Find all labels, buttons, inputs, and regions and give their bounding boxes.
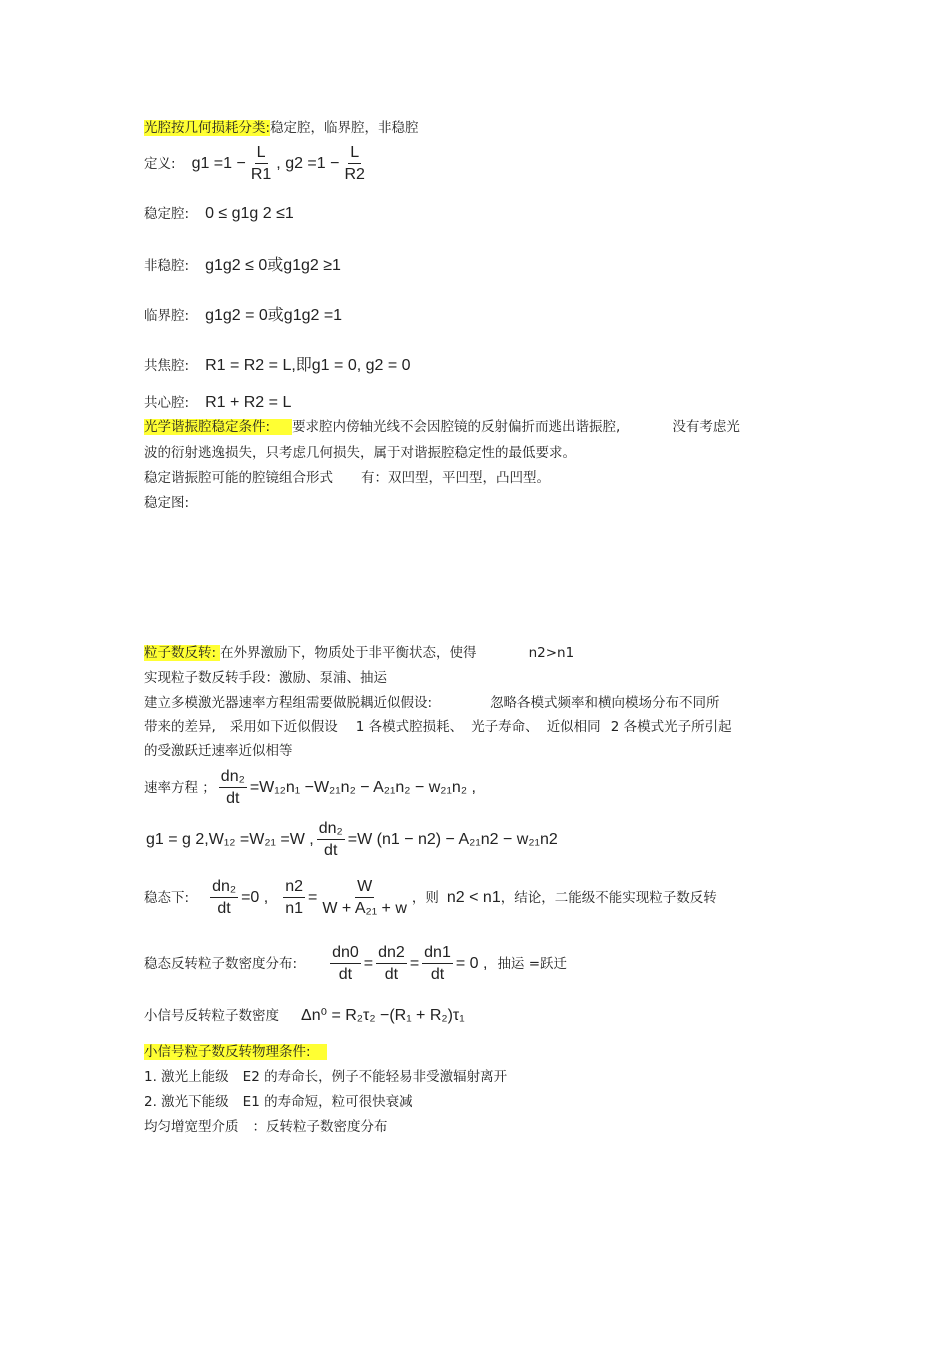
rate-eq2-numerator: dn₂ [317, 820, 345, 840]
inversion-line-2 [144, 668, 387, 688]
inversion-line-1a: 在外界激励下，物质处于非平衡状态，使得 [220, 645, 477, 661]
rate-eq2-denominator: dt [324, 842, 338, 859]
steady-f2-denominator: n1 [285, 900, 304, 917]
stability-line-1a: 要求腔内傍轴光线不会因腔镜的反射偏折而逃出谐振腔, [292, 419, 621, 435]
homogeneous-a: 均匀增宽型介质 [144, 1119, 239, 1135]
rate-denominator: dt [226, 790, 240, 807]
rate-numerator: dn₂ [219, 768, 247, 788]
confocal-line [144, 356, 411, 376]
stable-line [144, 204, 294, 224]
rate-eq2-lhs: g1 = g 2,W₁₂ =W₂₁ =W , [146, 831, 314, 848]
critical-label: 临界腔: [144, 308, 190, 324]
dist-tail-eq: = 0 , [455, 955, 488, 972]
dist-b-numerator: dn2 [376, 944, 407, 964]
condition-item-2 [144, 1092, 413, 1112]
g2-numerator: L [348, 144, 361, 164]
unstable-label: 非稳腔: [144, 258, 190, 274]
small-signal-heading-line [144, 1042, 327, 1062]
steady-state-line [144, 878, 717, 918]
g1-numerator: L [255, 144, 268, 164]
g2-denominator: R2 [344, 166, 365, 183]
inversion-line-1 [144, 643, 574, 663]
unstable-line [144, 256, 341, 276]
stability-heading: 光学谐振腔稳定条件: [144, 419, 292, 435]
steady-mid-1: =0 , [241, 889, 269, 906]
inversion-line-3b: 忽略各模式频率和横向模场分布不同所 [490, 695, 720, 711]
homogeneous-medium-line [144, 1117, 388, 1137]
rate-rhs: =W₁₂n₁ −W₂₁n₂ − A₂₁n₂ − w₂₁n₂ , [249, 779, 476, 796]
rate-equation-2-line [146, 820, 558, 860]
rate-fraction [219, 768, 247, 808]
stable-label: 稳定腔: [144, 206, 190, 222]
steady-f3-numerator: W [355, 878, 374, 898]
inversion-line-4b: 采用如下近似假设 [229, 719, 338, 735]
small-signal-line [144, 1006, 465, 1026]
steady-fraction-1 [210, 878, 238, 918]
stability-line-1b: 没有考虑光 [672, 419, 740, 435]
distribution-line [144, 944, 567, 984]
stability-figure-label: 稳定图: [144, 495, 190, 511]
small-signal-expr: Δn⁰ = R₂τ₂ −(R₁ + R₂)τ₁ [301, 1007, 465, 1024]
stability-figure-label-line [144, 493, 189, 513]
steady-f3-denominator: W + A₂₁ + w [322, 900, 407, 917]
dist-fraction-a [330, 944, 361, 984]
g2-fraction [342, 144, 366, 184]
homogeneous-b: ：反转粒子数密度分布 [252, 1119, 388, 1135]
dist-a-denominator: dt [338, 966, 353, 983]
dist-eq-sign-2: = [409, 955, 420, 972]
steady-tail-b: n2 < n1 [446, 889, 501, 906]
definition-label: 定义: [144, 156, 176, 172]
concentric-label: 共心腔: [144, 395, 190, 411]
condition-item-2a: 2. 激光下能级 [144, 1094, 229, 1110]
dist-b-denominator: dt [384, 966, 399, 983]
inversion-heading: 粒子数反转: [144, 645, 220, 661]
small-signal-label: 小信号反转粒子数密度 [144, 1008, 279, 1024]
inversion-line-3 [144, 693, 720, 713]
cavity-heading: 光腔按几何损耗分类: [144, 120, 271, 136]
cavity-heading-rest: 稳定腔，临界腔，非稳腔 [270, 120, 419, 136]
steady-f1-denominator: dt [217, 900, 231, 917]
condition-item-1 [144, 1067, 507, 1087]
steady-mid-2: = [308, 889, 318, 906]
steady-fraction-2 [283, 878, 305, 918]
critical-line [144, 306, 342, 326]
concentric-expr: R1 + R2 = L [205, 394, 292, 411]
dist-c-numerator: dn1 [422, 944, 453, 964]
distribution-label: 稳态反转粒子数密度分布: [144, 956, 298, 972]
dist-fraction-c [422, 944, 453, 984]
inversion-line-4 [144, 717, 732, 737]
condition-item-1b: E2 的寿命长，例子不能轻易非受激辐射离开 [242, 1069, 508, 1085]
inversion-line-1b: n2>n1 [528, 645, 575, 661]
g1-denominator: R1 [250, 166, 272, 183]
rate-eq2-fraction [317, 820, 345, 860]
concentric-line [144, 393, 291, 413]
rate-equation-line [144, 768, 476, 808]
rate-label: 速率方程 ； [144, 780, 216, 796]
stability-line-2-text: 波的衍射逃逸损失，只考虑几何损失，属于对谐振腔稳定性的最低要求。 [144, 445, 576, 461]
inversion-line-2-text: 实现粒子数反转手段：激励、泵浦、抽运 [144, 670, 387, 686]
cavity-heading-line [144, 118, 419, 138]
steady-f1-numerator: dn₂ [210, 878, 238, 898]
condition-item-2b: E1 的寿命短，粒可很快衰减 [242, 1094, 413, 1110]
dist-fraction-b [376, 944, 407, 984]
g1-lhs: g1 =1 − [191, 155, 246, 172]
small-signal-heading: 小信号粒子数反转物理条件: [144, 1044, 327, 1060]
definition-line [144, 144, 370, 184]
steady-tail-a: ，则 [411, 890, 439, 906]
unstable-expr: g1g2 ≤ 0或g1g2 ≥1 [205, 257, 341, 274]
inversion-line-4c: 1 各模式腔损耗、 [355, 719, 464, 735]
g2-lhs: , g2 =1 − [276, 155, 340, 172]
g1-fraction [249, 144, 273, 184]
stability-line-3 [144, 468, 550, 488]
inversion-line-4d: 光子寿命、 [471, 719, 539, 735]
steady-label: 稳态下: [144, 890, 190, 906]
stability-line-3b: 有：双凹型，平凹型，凸凹型。 [361, 470, 550, 486]
dist-eq-sign-1: = [363, 955, 374, 972]
inversion-line-3a: 建立多模激光器速率方程组需要做脱耦近似假设: [144, 695, 433, 711]
inversion-line-5-text: 的受激跃迁速率近似相等 [144, 743, 293, 759]
inversion-line-5 [144, 741, 293, 761]
rate-eq2-rhs: =W (n1 − n2) − A₂₁n2 − w₂₁n2 [347, 831, 558, 848]
steady-f2-numerator: n2 [283, 878, 305, 898]
confocal-label: 共焦腔: [144, 358, 190, 374]
stability-line-1 [144, 417, 740, 437]
confocal-expr: R1 = R2 = L,即g1 = 0, g2 = 0 [205, 357, 411, 374]
stability-line-3a: 稳定谐振腔可能的腔镜组合形式 [144, 470, 333, 486]
stable-expr: 0 ≤ g1g 2 ≤1 [205, 205, 294, 222]
dist-a-numerator: dn0 [330, 944, 361, 964]
steady-fraction-3 [320, 878, 409, 918]
dist-c-denominator: dt [430, 966, 445, 983]
stability-line-2 [144, 443, 576, 463]
inversion-line-4f: 2 各模式光子所引起 [610, 719, 732, 735]
critical-expr: g1g2 = 0或g1g2 =1 [205, 307, 343, 324]
steady-tail-c: ，结论，二能级不能实现粒子数反转 [500, 890, 717, 906]
inversion-line-4a: 带来的差异, [144, 719, 216, 735]
inversion-line-4e: 近似相同 [546, 719, 601, 735]
condition-item-1a: 1. 激光上能级 [144, 1069, 229, 1085]
dist-tail-text: 抽运 =跃迁 [497, 956, 568, 972]
